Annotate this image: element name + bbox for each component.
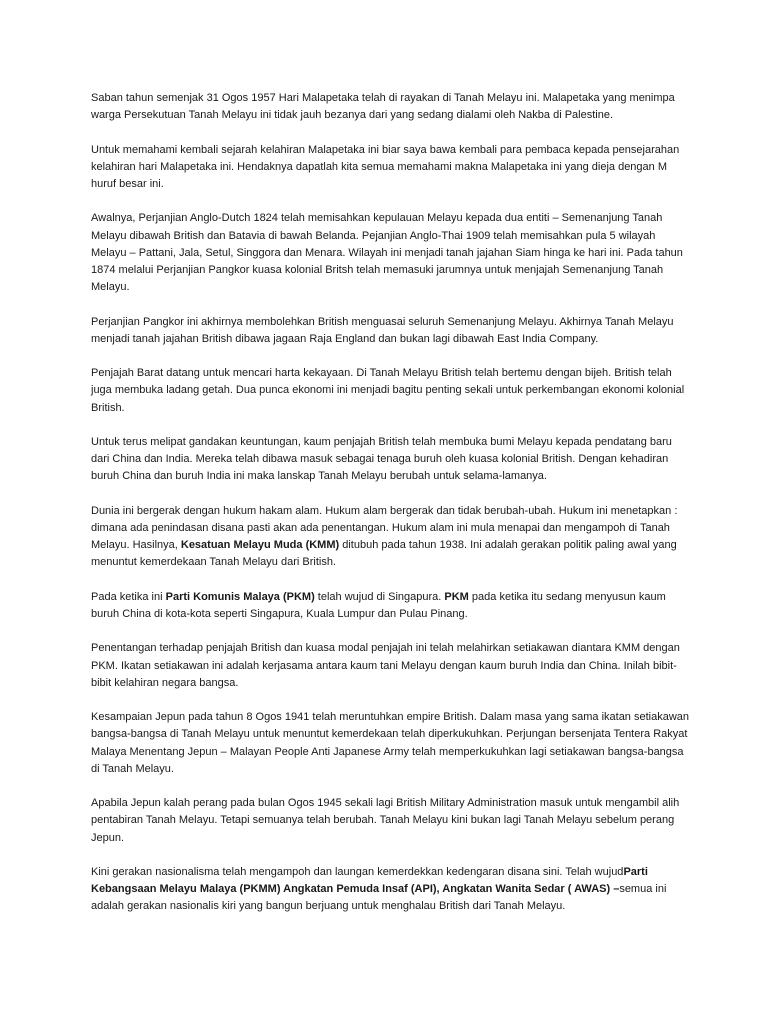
- paragraph-text: Untuk terus melipat gandakan keuntungan, kaum penjajah British telah membuka bumi Melayu kepada pendatang baru dari China dan India. Mereka telah dibawa masuk sebagai tenaga buruh oleh kuasa kolonial British. Dengan kehadiran buruh China dan buruh India ini maka lanskap Tanah Melayu berubah untuk selama-lamanya.: [91, 435, 672, 483]
- paragraph-text: Awalnya, Perjanjian Anglo-Dutch 1824 telah memisahkan kepulauan Melayu kepada dua entiti – Semenanjung Tanah Melayu dibawah British dan Batavia di bawah Belanda. Pejanjian Anglo-Thai 1909 telah memisahkan pula 5 wilayah Melayu – Pattani, Jala, Setul, Singgora dan Menara. Wilayah ini menjadi tanah jajahan Siam hinga ke hari ini. Pada tahun 1874 melalui Perjanjian Pangkor kuasa kolonial Britsh telah memasuki jarumnya untuk menjajah Semenanjung Tanah Melayu.: [91, 212, 683, 294]
- paragraph-2: [91, 142, 691, 194]
- paragraph-text: Kini gerakan nasionalisma telah mengampoh dan laungan kemerdekkan kedengaran disana sini. Telah wujud: [91, 865, 624, 878]
- document-page: [91, 90, 691, 933]
- paragraph-9: [91, 640, 691, 692]
- paragraph-text: pada ketika itu sedang menyusun kaum buruh China di kota-kota seperti Singapura, Kuala Lumpur dan Pulau Pinang.: [91, 590, 666, 620]
- paragraph-text: Perjanjian Pangkor ini akhirnya membolehkan British menguasai seluruh Semenanjung Melayu. Akhirnya Tanah Melayu menjadi tanah jajahan British dibawa jagaan Raja England dan bukan lagi dibawah East India Company.: [91, 315, 674, 345]
- paragraph-5: [91, 365, 691, 417]
- paragraph-text: semua ini adalah gerakan nasionalis kiri yang bangun berjuang untuk menghalau British dari Tanah Melayu.: [91, 883, 667, 913]
- paragraph-text: Penjajah Barat datang untuk mencari harta kekayaan. Di Tanah Melayu British telah bertemu dengan bijeh. British telah juga membuka ladang getah. Dua punca ekonomi ini menjadi bagitu penting sekali untuk perkembangan ekonomi kolonial British.: [91, 367, 685, 414]
- paragraph-text: Saban tahun semenjak 31 Ogos 1957 Hari Malapetaka telah di rayakan di Tanah Melayu ini. Malapetaka yang menimpa warga Persekutuan Tanah Melayu ini tidak jauh bezanya dari yang sedang dialami oleh Nakba di Palestine.: [91, 92, 675, 122]
- kmm-bold-term: Kesatuan Melayu Muda (KMM): [180, 539, 340, 552]
- paragraph-1: [91, 90, 691, 124]
- paragraph-10: [91, 709, 691, 778]
- paragraph-text: Apabila Jepun kalah perang pada bulan Ogos 1945 sekali lagi British Military Administration masuk untuk mengambil alih pentabiran Tanah Melayu. Tetapi semuanya telah berubah. Tanah Melayu kini bukan lagi Tanah Melayu sebelum perang Jepun.: [91, 797, 680, 844]
- organisations-bold-term: Parti Kebangsaan Melayu Malaya (PKMM) Angkatan Pemuda Insaf (API), Angkatan Wanita Sedar ( AWAS) –: [91, 865, 648, 896]
- paragraph-4: [91, 314, 691, 348]
- paragraph-text: ditubuh pada tahun 1938. Ini adalah gerakan politik paling awal yang menuntut kemerdekaan Tanah Melayu dari British.: [91, 539, 677, 569]
- pkm-short-bold-term: PKM: [444, 590, 469, 603]
- paragraph-6: [91, 434, 691, 486]
- paragraph-text: Kesampaian Jepun pada tahun 8 Ogos 1941 telah meruntuhkan empire British. Dalam masa yang sama ikatan setiakawan bangsa-bangsa di Tanah Melayu untuk menuntut kemerdekaan telah diperkukuhkan. Perjungan bersenjata Tentera Rakyat Malaya Menentang Jepun – Malayan People Anti Japanese Army telah memperkukuhkan lagi setiakawan bangsa-bangsa di Tanah Melayu.: [91, 711, 690, 775]
- paragraph-8: [91, 589, 691, 623]
- paragraph-text: Dunia ini bergerak dengan hukum hakam alam. Hukum alam bergerak dan tidak berubah-ubah. Hukum ini menetapkan : dimana ada penindasan disana pasti akan ada penentangan. Hukum alam ini mula menapai dan mengampoh di Tanah Melayu. Hasilnya,: [91, 504, 678, 552]
- paragraph-text: Pada ketika ini: [91, 590, 166, 603]
- paragraph-11: [91, 795, 691, 847]
- paragraph-text: telah wujud di Singapura.: [314, 590, 445, 603]
- paragraph-12: [91, 864, 691, 916]
- paragraph-3: [91, 210, 691, 296]
- paragraph-text: Untuk memahami kembali sejarah kelahiran Malapetaka ini biar saya bawa kembali para pembaca kepada pensejarahan kelahiran hari Malapetaka ini. Hendaknya dapatlah kita semua memahami makna Malapetaka ini yang dieja dengan M huruf besar ini.: [91, 143, 680, 190]
- paragraph-7: [91, 503, 691, 572]
- pkm-bold-term: Parti Komunis Malaya (PKM): [165, 590, 315, 603]
- paragraph-text: Penentangan terhadap penjajah British dan kuasa modal penjajah ini telah melahirkan setiakawan diantara KMM dengan PKM. Ikatan setiakawan ini adalah kerjasama antara kaum tani Melayu dengan kaum buruh India dan China. Inilah bibit-bibit kelahiran negara bangsa.: [91, 642, 680, 689]
